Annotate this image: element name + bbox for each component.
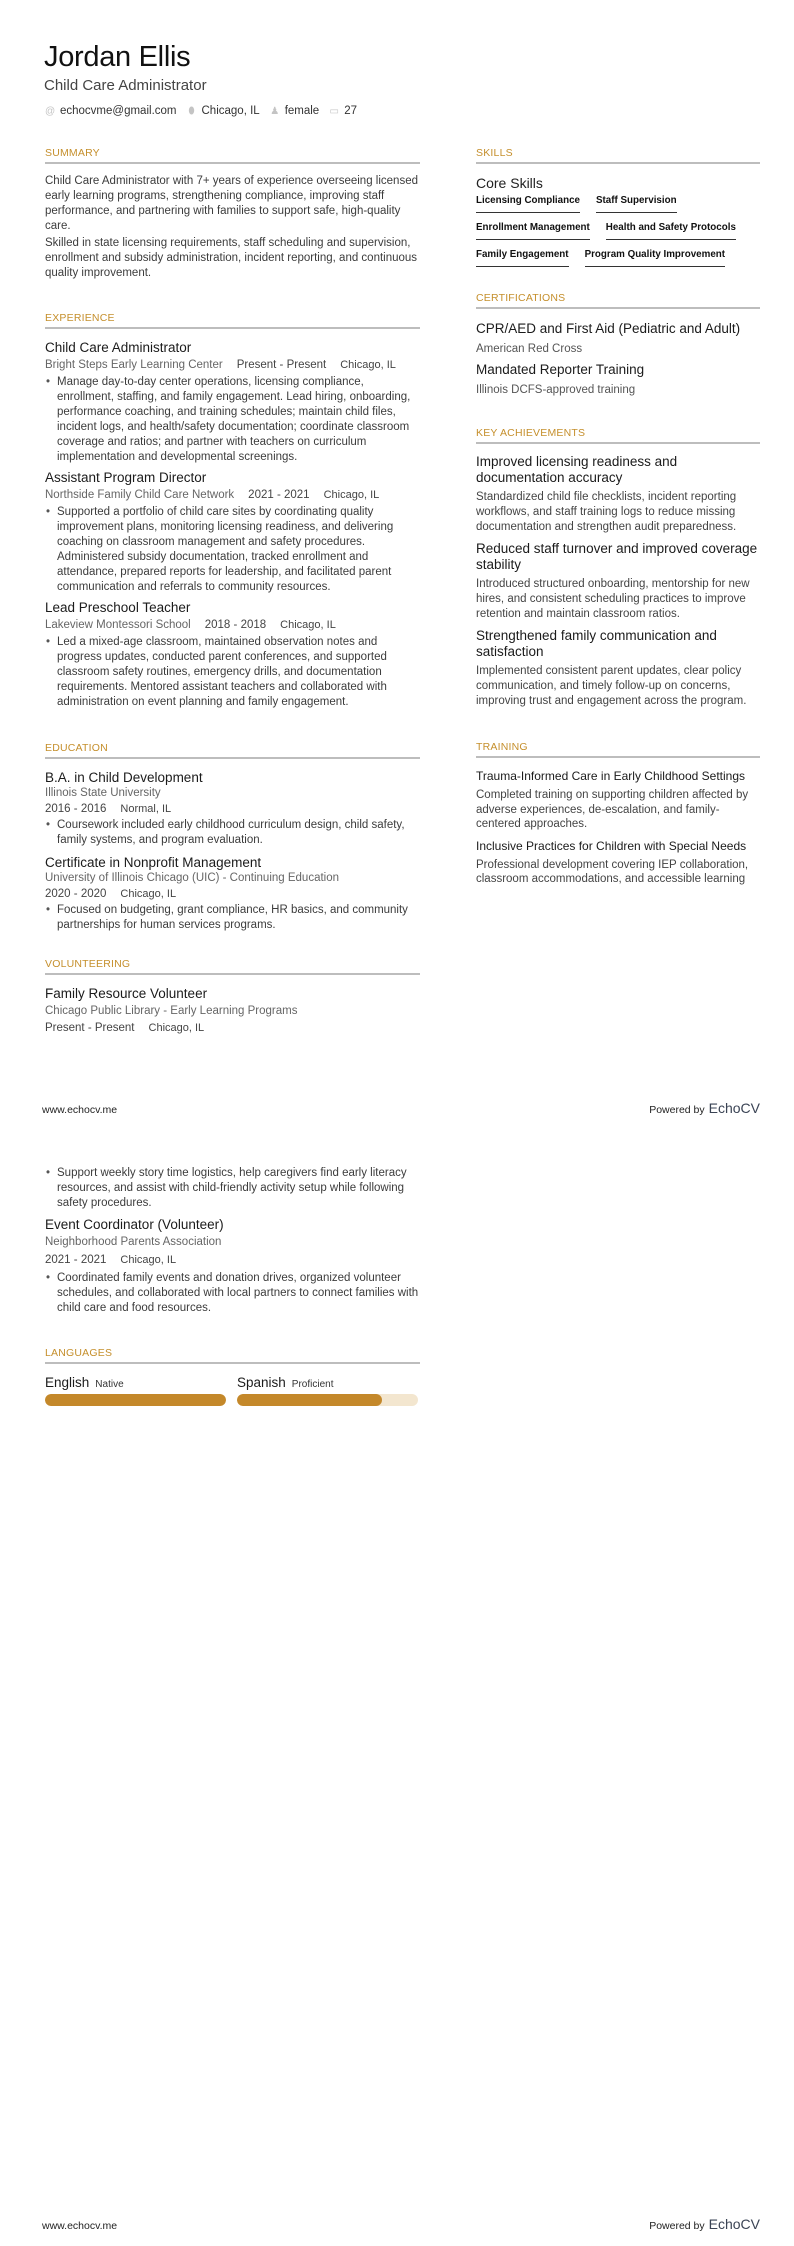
section-heading: SKILLS [476,146,760,164]
summary-paragraph: Child Care Administrator with 7+ years of experience overseeing licensed early learning programs, strengthening compliance, improving staff performance, and partnering with families to support safe, high-quality care. [45,175,418,232]
date-range: 2016 - 2016 [45,803,107,815]
volunteer-role: Family Resource Volunteer [45,986,208,1001]
language-item [45,1374,226,1406]
skills-section [476,146,760,267]
certification-name: Mandated Reporter Training [476,362,645,377]
training-title: Trauma-Informed Care in Early Childhood Settings [476,769,746,783]
achievement-desc: Standardized child file checklists, incident reporting workflows, and staff training logs to reduce missing documentation and strengthen audit preparedness. [476,491,737,533]
footer-powered-by[interactable] [649,1100,760,1116]
footer-powered-by[interactable] [649,2216,760,2232]
location: Chicago, IL [120,888,177,900]
achievement-title: Reduced staff turnover and improved coverage stability [476,541,758,572]
skill-tag: Program Quality Improvement [585,248,725,267]
location: Chicago, IL [148,1022,205,1034]
skill-tag: Health and Safety Protocols [606,221,736,240]
organization: Neighborhood Parents Association [45,1236,222,1248]
language-level: Native [95,1379,124,1390]
powered-by-label: Powered by [649,1104,705,1116]
language-bar [45,1394,226,1406]
job-title: Lead Preschool Teacher [45,600,191,615]
contact-age [329,104,357,119]
location: Normal, IL [120,803,172,815]
training-desc: Completed training on supporting children affected by adverse experiences, de-escalation, and family-centered approaches. [476,789,749,830]
experience-item [45,339,420,465]
date-range: 2021 - 2021 [248,489,310,501]
bullet: • Supported a portfolio of child care sites by coordinating quality improvement plans, monitoring licensing readiness, and delivering coaching on classroom management and safety procedures. Administered subsidy documentation, tracked enrollment and attendance, prepared reports for leadership, and facilitated parent communication and referrals to community resources. [45,505,420,595]
company: Northside Family Child Care Network [45,489,235,501]
section-heading: CERTIFICATIONS [476,291,760,309]
contact-email[interactable] [45,104,177,119]
languages-section [45,1346,420,1406]
skill-group-title: Core Skills [476,175,543,191]
degree: B.A. in Child Development [45,770,203,785]
language-name: Spanish [237,1375,286,1390]
certifications-section [476,291,760,401]
company: Bright Steps Early Learning Center [45,359,223,371]
skill-tag: Enrollment Management [476,221,590,240]
volunteering-continued [45,1165,420,1320]
achievement-desc: Introduced structured onboarding, mentorship for new hires, and consistent scheduling practices to improve retention and maintain classroom ratios. [476,578,750,620]
skill-tag: Family Engagement [476,248,569,267]
gender-text: female [284,105,320,117]
section-heading: KEY ACHIEVEMENTS [476,426,760,444]
brand-name: EchoCV [708,2216,760,2232]
location: Chicago, IL [120,1254,177,1266]
section-heading: LANGUAGES [45,1346,420,1364]
volunteer-role: Event Coordinator (Volunteer) [45,1217,224,1232]
organization: Chicago Public Library - Early Learning Programs [45,1005,298,1017]
training-desc: Professional development covering IEP collaboration, classroom accommodations, and accessible learning [476,858,749,885]
section-heading: SUMMARY [45,146,420,164]
footer-site-link[interactable]: www.echocv.me [42,2220,118,2232]
summary-section [45,146,420,281]
achievement-desc: Implemented consistent parent updates, clear policy communication, and timely follow-up on concerns, improving trust and engagement across the program. [476,665,747,707]
date-range: Present - Present [236,359,327,371]
certification-issuer: American Red Cross [476,343,583,355]
skill-tag: Staff Supervision [596,194,677,213]
date-range: 2020 - 2020 [45,888,107,900]
calendar-icon: ▭ [329,106,339,117]
section-heading: EXPERIENCE [45,311,420,329]
footer-site-link[interactable]: www.echocv.me [42,1104,118,1116]
job-title: Assistant Program Director [45,470,207,485]
training-title: Inclusive Practices for Children with Special Needs [476,838,747,853]
education-item [45,854,420,933]
education-item [45,769,420,848]
achievements-section [476,426,760,715]
contact-gender [270,104,320,119]
bullet: • Coursework included early childhood curriculum design, child safety, family systems, and program evaluation. [45,818,420,848]
candidate-title: Child Care Administrator [44,77,207,94]
location: Chicago, IL [280,619,336,631]
language-name: English [45,1375,90,1390]
powered-by-label: Powered by [649,2220,705,2232]
age-text: 27 [344,105,358,117]
candidate-name: Jordan Ellis [44,41,191,73]
experience-section [45,311,420,714]
achievement-title: Strengthened family communication and satisfaction [476,628,717,659]
bullet: • Led a mixed-age classroom, maintained observation notes and progress updates, conducted parent conferences, and supported classroom safety routines, emergency drills, and documentation requirements. Mentored assistant teachers and collaborated with administration on event planning and family engagement. [45,635,420,710]
contact-location [187,104,260,119]
degree: Certificate in Nonprofit Management [45,855,262,870]
certification-issuer: Illinois DCFS-approved training [476,384,636,396]
bullet: • Coordinated family events and donation drives, organized volunteer schedules, and collaborated with local partners to connect families with child care and food resources. [45,1271,420,1316]
experience-item [45,599,420,710]
language-bar-fill [237,1394,382,1406]
section-heading: VOLUNTEERING [45,957,420,975]
summary-paragraph: Skilled in state licensing requirements, staff scheduling and supervision, enrollment and subsidy administration, incident reporting, and continuous quality improvement. [45,237,418,279]
skill-tag: Licensing Compliance [476,194,580,213]
volunteering-section [45,957,420,1037]
location-pin-icon: ⬮ [188,106,195,117]
training-section [476,740,760,893]
job-title: Child Care Administrator [45,340,192,355]
language-bar [237,1394,418,1406]
school: University of Illinois Chicago (UIC) - Continuing Education [45,872,340,884]
achievement-title: Improved licensing readiness and documentation accuracy [476,454,678,485]
person-icon: ♟ [270,106,280,117]
date-range: 2021 - 2021 [45,1254,107,1266]
email-text: echocvme@gmail.com [60,105,177,117]
location: Chicago, IL [340,359,396,371]
date-range: 2018 - 2018 [204,619,267,631]
location: Chicago, IL [323,489,380,501]
company: Lakeview Montessori School [45,619,191,631]
at-icon: @ [45,106,56,117]
language-bar-fill [45,1394,226,1406]
school: Illinois State University [45,787,161,799]
bullet: • Manage day-to-day center operations, licensing compliance, enrollment, staffing, and family engagement. Lead hiring, onboarding, performance coaching, and training schedules; maintain child files, incident logs, and health/safety documentation; coordinate classroom coverage and ratios; and partner with teachers on curriculum implementation and developmental screenings. [45,375,420,465]
brand-name: EchoCV [708,1100,760,1116]
location-text: Chicago, IL [201,105,260,117]
section-heading: TRAINING [476,740,760,758]
education-section [45,741,420,937]
contact-row [45,104,357,119]
language-item [237,1374,418,1406]
bullet: • Support weekly story time logistics, help caregivers find early literacy resources, and assist with child-friendly activity setup while following safety procedures. [45,1166,420,1211]
section-heading: EDUCATION [45,741,420,759]
language-level: Proficient [291,1379,334,1390]
experience-item [45,469,420,595]
bullet: • Focused on budgeting, grant compliance, HR basics, and community partnerships for human services programs. [45,903,420,933]
date-range: Present - Present [45,1022,135,1034]
certification-name: CPR/AED and First Aid (Pediatric and Adult) [476,321,741,336]
